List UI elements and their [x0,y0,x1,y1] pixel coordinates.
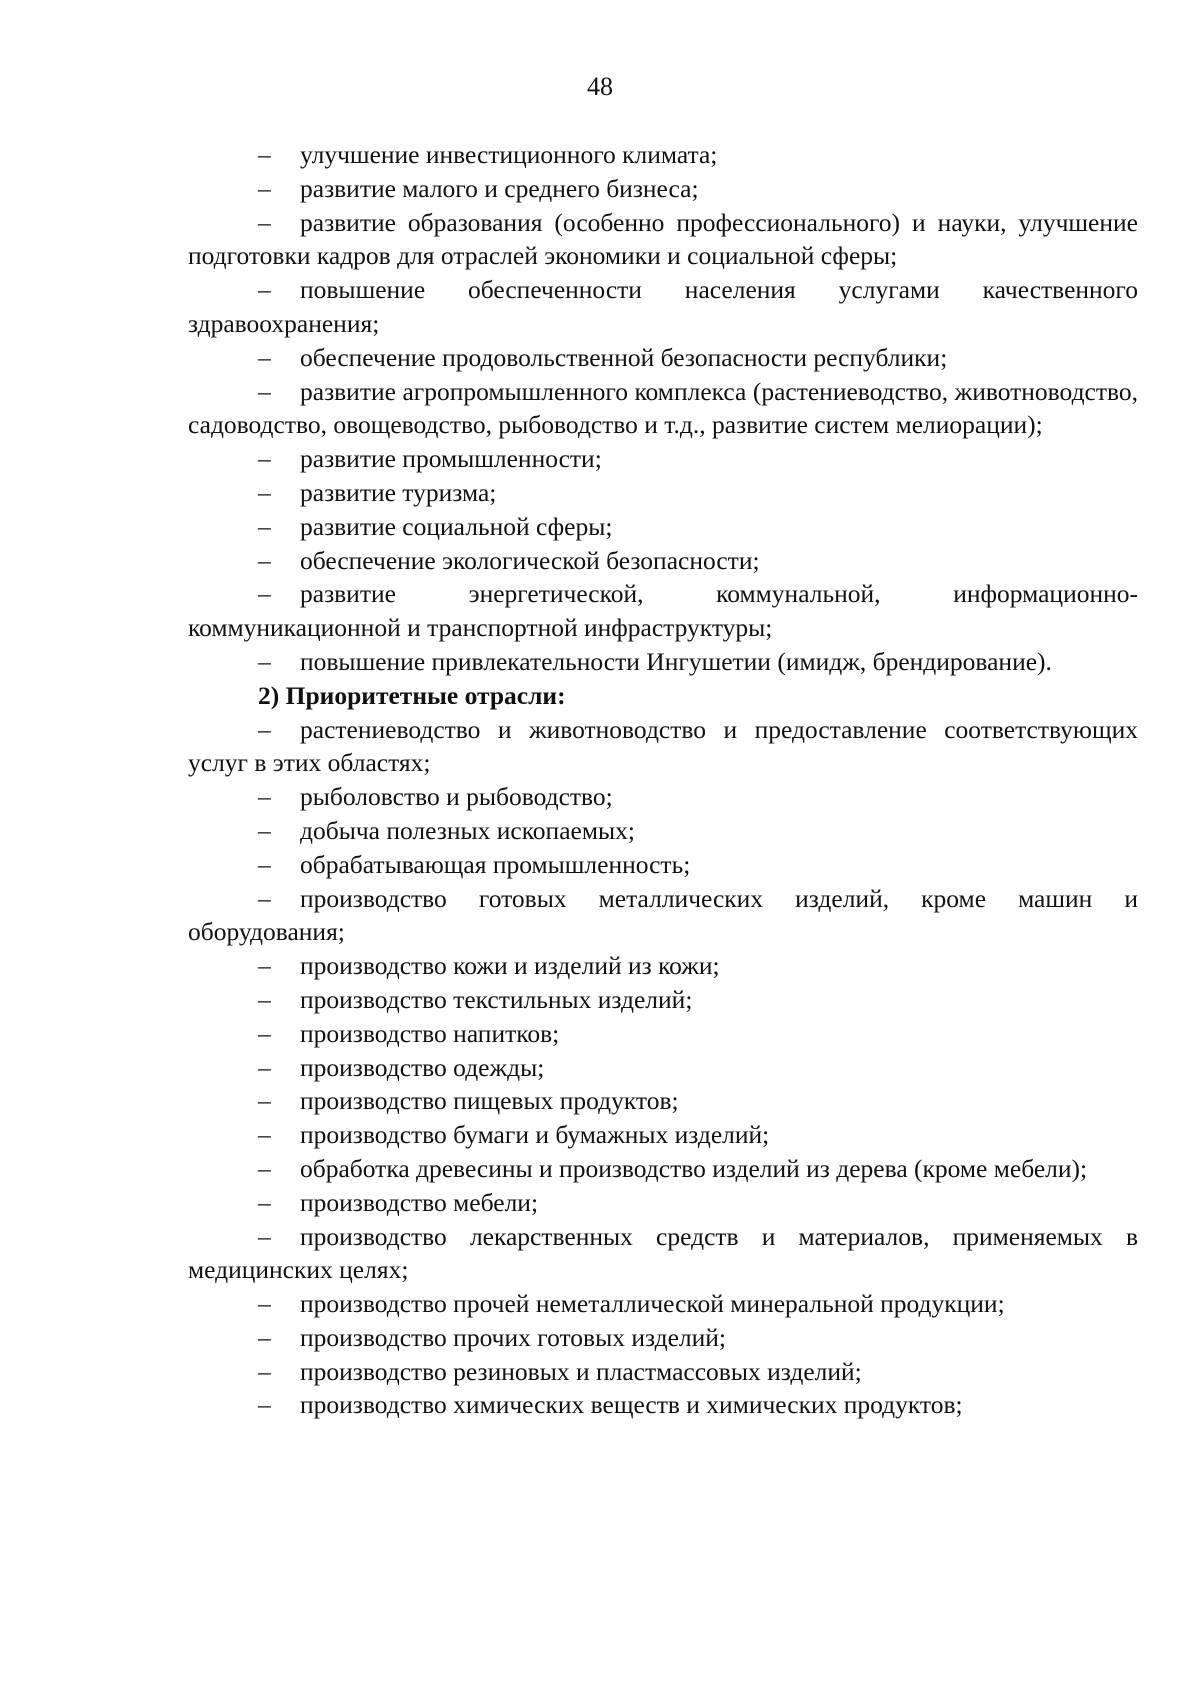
dash-marker: – [258,207,271,237]
list-item: – повышение привлекательности Ингушетии (имидж, брендирование). [188,645,1138,679]
dash-marker: – [258,1322,271,1352]
dash-marker: – [258,1187,271,1217]
list-item: – развитие энергетической, коммунальной, информационно-коммуникационной и транспортной инфраструктуры; [188,579,1138,643]
dash-marker: – [258,477,271,507]
page-number: 48 [587,72,613,101]
list-item: – развитие образования (особенно профессионального) и науки, улучшение подготовки кадров для отраслей экономики и социальной сферы; [188,207,1138,271]
list-item: – производство химических веществ и химических продуктов; [188,1388,1138,1422]
dash-marker: – [258,1052,271,1082]
list-item: – рыболовство и рыбоводство; [188,780,1138,814]
dash-marker: – [258,714,271,744]
dash-marker: – [258,579,271,609]
dash-marker: – [258,545,271,575]
list-item: – производство бумаги и бумажных изделий; [188,1118,1138,1152]
list-item: – обработка древесины и производство изделий из дерева (кроме мебели); [188,1152,1138,1186]
list-item: – производство резиновых и пластмассовых изделий; [188,1355,1138,1389]
dash-marker: – [258,1086,271,1116]
dash-marker: – [258,140,271,169]
dash-marker: – [258,1120,271,1150]
dash-marker: – [258,782,271,812]
dash-marker: – [258,1289,271,1319]
list-item: – развитие промышленности; [188,442,1138,476]
list-item: – улучшение инвестиционного климата; [188,138,1138,172]
dash-marker: – [258,815,271,845]
dash-marker: – [258,951,271,981]
list-item: – обеспечение продовольственной безопасности республики; [188,341,1138,375]
list-item: – производство напитков; [188,1017,1138,1051]
dash-marker: – [258,173,271,203]
dash-marker: – [258,883,271,913]
list-item: – развитие туризма; [188,476,1138,510]
dash-marker: – [258,1356,271,1386]
dash-marker: – [258,984,271,1014]
dash-marker: – [258,646,271,676]
list-item: – повышение обеспеченности населения услугами качественного здравоохранения; [188,275,1138,338]
list-item: – развитие малого и среднего бизнеса; [188,172,1138,206]
list-item: – обрабатывающая промышленность; [188,848,1138,882]
list-item: – производство одежды; [188,1051,1138,1085]
dash-marker: – [258,275,271,305]
list-item: – производство прочей неметаллической минеральной продукции; [188,1287,1138,1321]
priority-industries-list [188,713,1138,1423]
dash-marker: – [258,511,271,541]
list-item: – производство мебели; [188,1186,1138,1220]
list-item: – производство текстильных изделий; [188,983,1138,1017]
list-item: – производство пищевых продуктов; [188,1084,1138,1118]
list-item: – производство готовых металлических изделий, кроме машин и оборудования; [188,883,1138,947]
list-item: – добыча полезных ископаемых; [188,814,1138,848]
dash-marker: – [258,1018,271,1048]
dash-marker: – [258,1221,271,1251]
dash-marker: – [258,849,271,879]
document-body [188,138,1138,1422]
list-item: – производство прочих готовых изделий; [188,1321,1138,1355]
section-heading: 2) Приоритетные отрасли: [258,680,566,710]
dash-marker: – [258,342,271,372]
list-item: – растениеводство и животноводство и предоставление соответствующих услуг в этих областях; [188,714,1138,778]
dash-marker: – [258,1390,271,1420]
dash-marker: – [258,444,271,474]
dash-marker: – [258,376,271,406]
list-item: – производство кожи и изделий из кожи; [188,949,1138,983]
priority-directions-list [188,138,1138,679]
dash-marker: – [258,1153,271,1183]
list-item: – производство лекарственных средств и материалов, применяемых в медицинских целях; [188,1221,1138,1285]
list-item: – развитие агропромышленного комплекса (растениеводство, животноводство, садоводство, овощеводство, рыбоводство и т.д., развитие систем мелиорации); [188,376,1138,440]
list-item: – обеспечение экологической безопасности; [188,544,1138,578]
list-item: – развитие социальной сферы; [188,510,1138,544]
